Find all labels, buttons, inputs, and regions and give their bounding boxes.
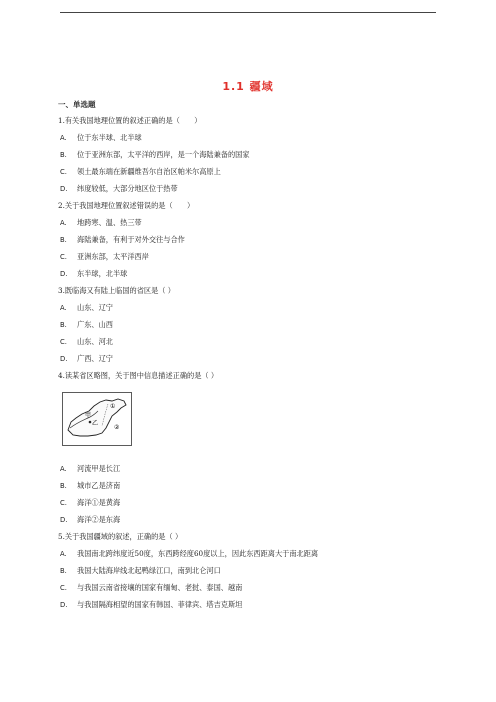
q5-option-c: C. 与我国云南省接壤的国家有缅甸、老挝、泰国、越南 xyxy=(60,583,243,592)
label-sea-2: ② xyxy=(114,424,120,431)
q5-option-d: D. 与我国隔海相望的国家有韩国、菲律宾、塔吉克斯坦 xyxy=(60,600,243,609)
page-title: 1.1 疆域 xyxy=(222,80,274,93)
question-4-stem: 4.读某省区略图，关于图中信息描述正确的是（ ） xyxy=(58,371,219,380)
q1-option-d: D. 纬度较低，大部分地区位于热带 xyxy=(60,184,178,193)
label-sea-1: ① xyxy=(110,403,116,410)
q4-option-c: C. 海洋①是黄海 xyxy=(60,498,121,507)
question-1-stem: 1.有关我国地理位置的叙述正确的是（ ） xyxy=(58,116,202,125)
q4-option-b: B. 城市乙是济南 xyxy=(60,481,121,490)
q5-option-b: B. 我国大陆海岸线北起鸭绿江口，南到北仑河口 xyxy=(60,566,221,575)
q2-option-d: D. 东半球，北半球 xyxy=(60,269,128,278)
q3-option-d: D. 广西、辽宁 xyxy=(60,354,113,363)
q4-option-a: A. 河流甲是长江 xyxy=(60,464,121,473)
q1-option-c: C. 领土最东端在新疆维吾尔自治区帕米尔高原上 xyxy=(60,167,221,176)
q3-option-c: C. 山东、河北 xyxy=(60,337,113,346)
q5-option-a: A. 我国南北跨纬度近50度，东西跨经度60度以上，因此东西距离大于南北距离 xyxy=(60,549,319,558)
label-jia: 甲 xyxy=(85,412,92,419)
label-yi: 乙 xyxy=(92,420,99,427)
q1-option-b: B. 位于亚洲东部，太平洋的西岸，是一个海陆兼备的国家 xyxy=(60,150,250,159)
q1-option-a: A. 位于东半球、北半球 xyxy=(60,133,142,142)
q2-option-b: B. 海陆兼备，有利于对外交往与合作 xyxy=(60,235,185,244)
q3-option-a: A. 山东、辽宁 xyxy=(60,303,113,312)
province-map xyxy=(62,392,132,446)
q2-option-c: C. 亚洲东部，太平洋西岸 xyxy=(60,252,149,261)
question-5-stem: 5.关于我国疆域的叙述，正确的是（ ） xyxy=(58,532,183,541)
city-yi-dot xyxy=(89,421,92,424)
header-rule xyxy=(60,12,436,13)
section-heading: 一、单选题 xyxy=(58,100,96,109)
q4-option-d: D. 海洋②是东海 xyxy=(60,515,121,524)
question-2-stem: 2.关于我国地理位置叙述错误的是（ ） xyxy=(58,201,195,210)
q2-option-a: A. 地跨寒、温、热三带 xyxy=(60,218,142,227)
question-3-stem: 3.既临海又有陆上临国的省区是（ ） xyxy=(58,286,175,295)
q3-option-b: B. 广东、山西 xyxy=(60,320,113,329)
